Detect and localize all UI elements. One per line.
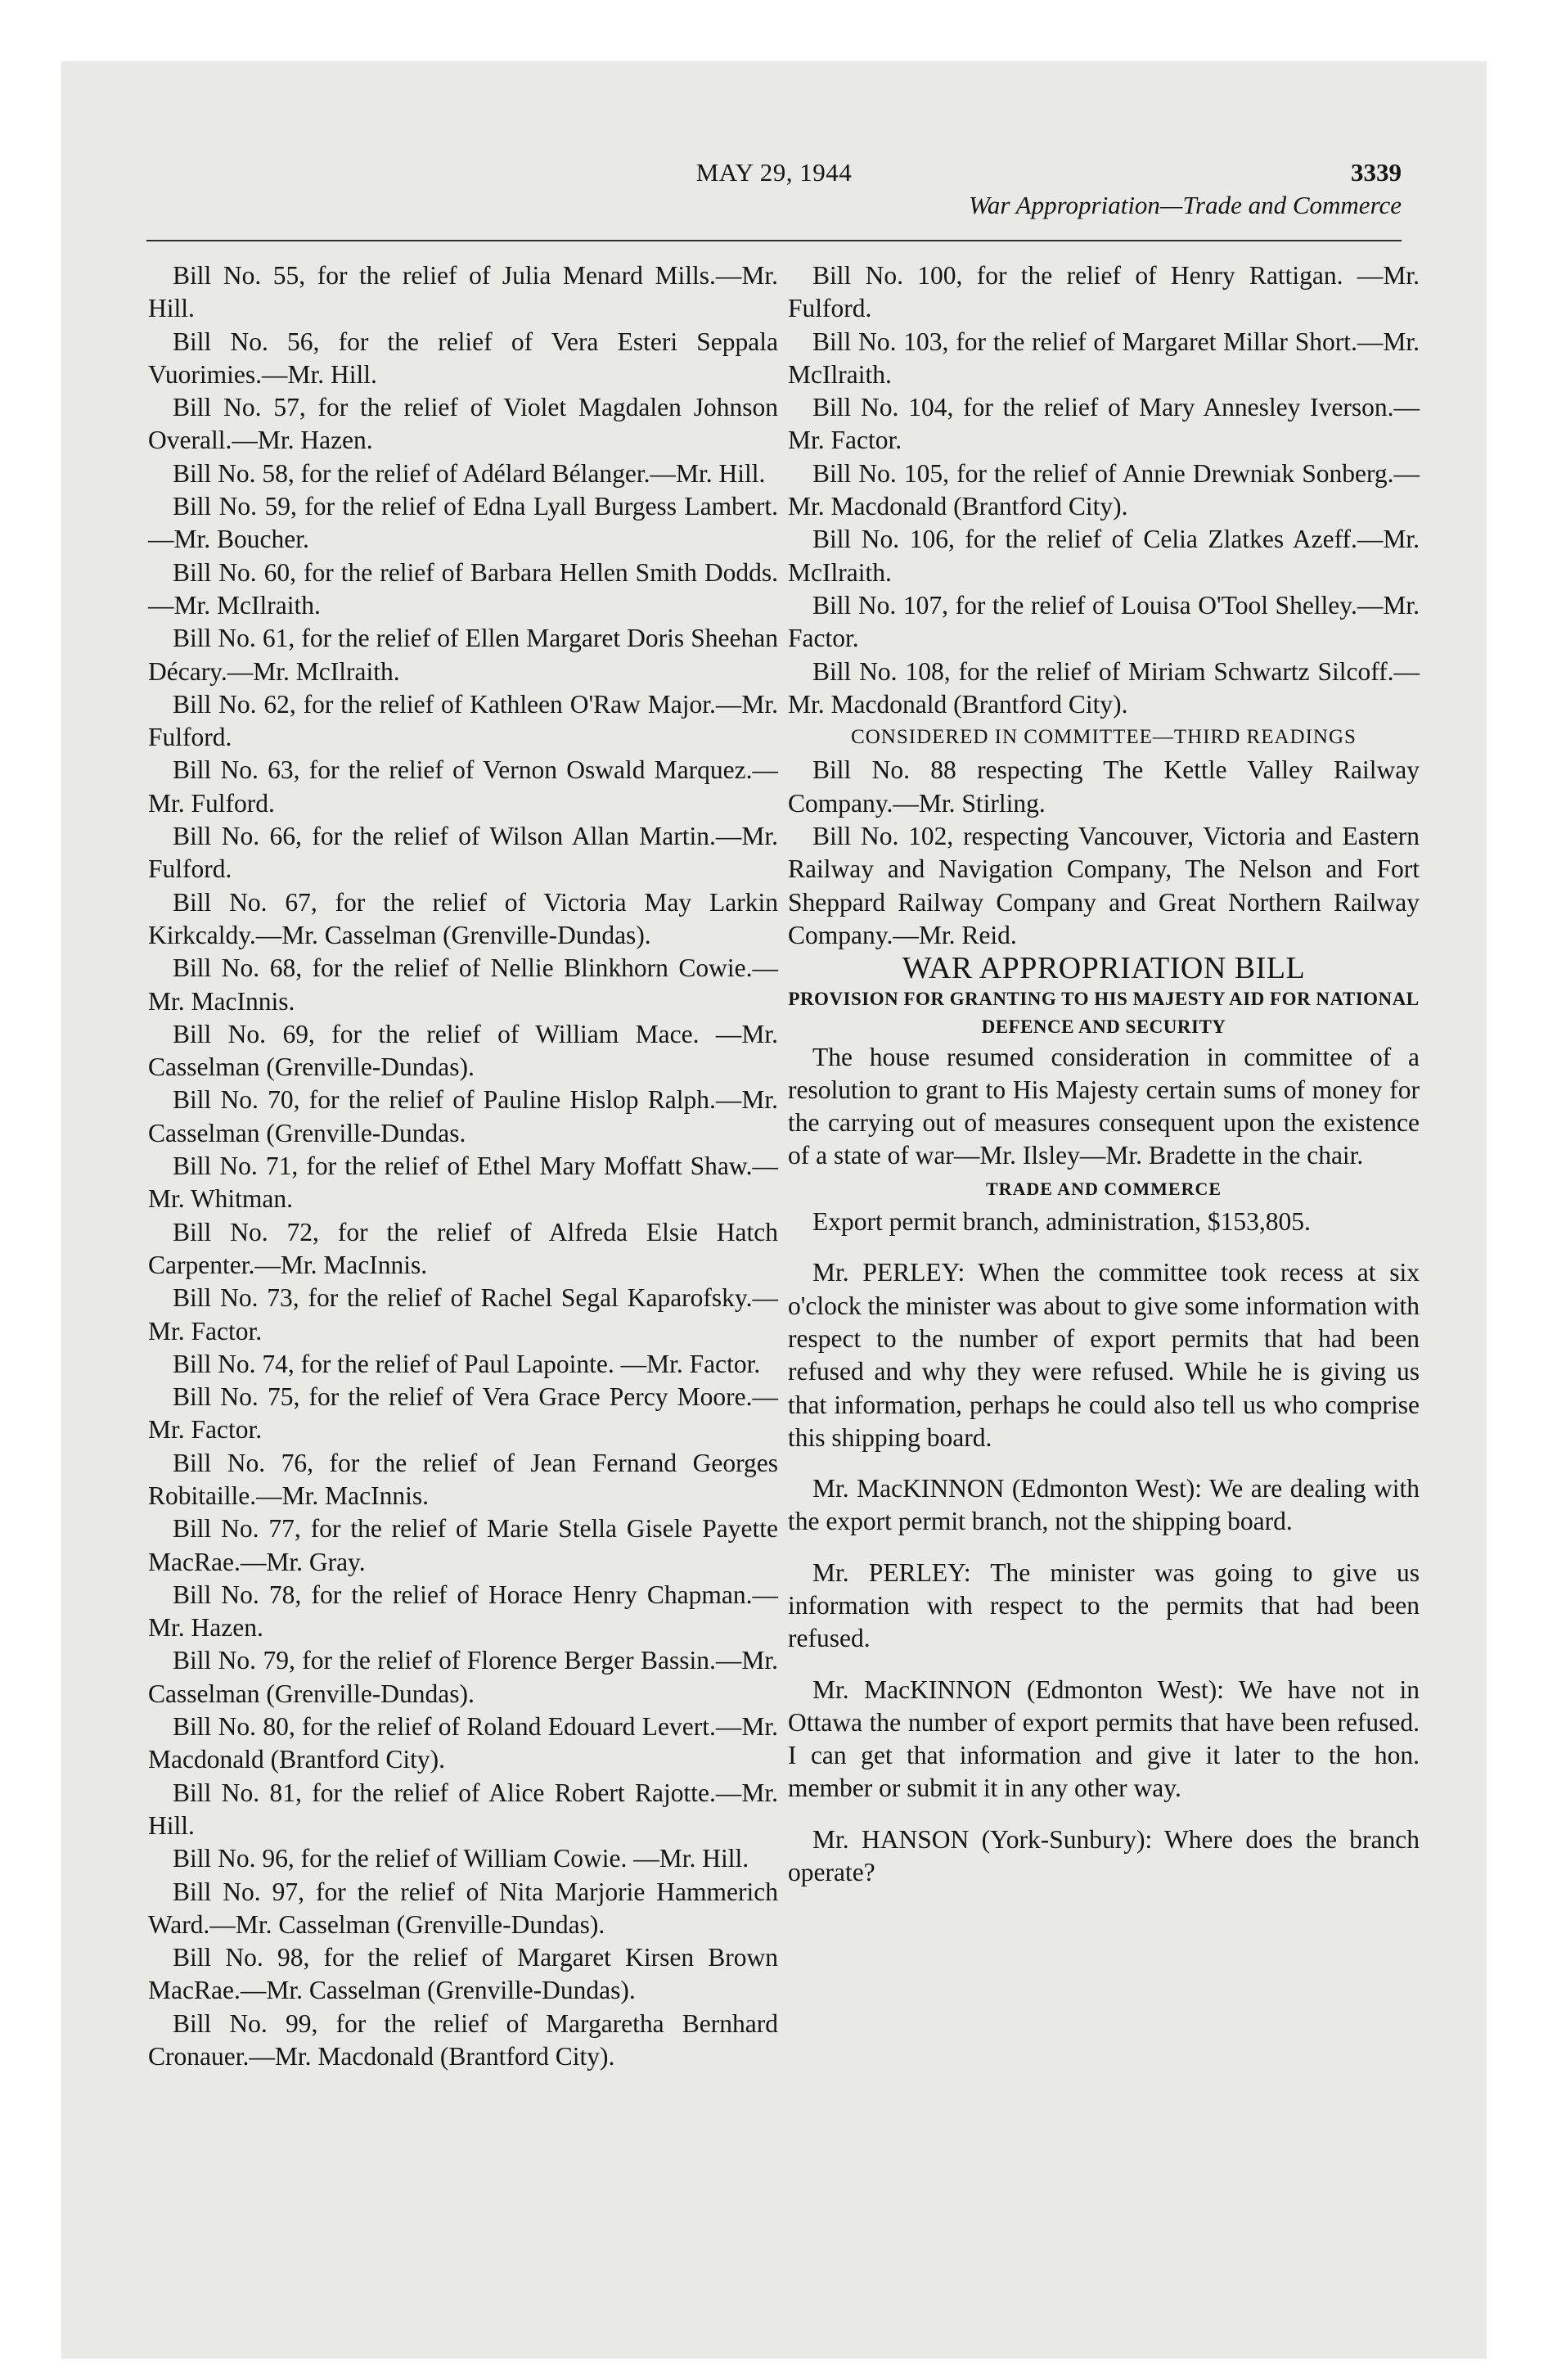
bill-entry: Bill No. 100, for the relief of Henry Rattigan. —Mr. Fulford. [788,261,1420,323]
bill-entry: Bill No. 78, for the relief of Horace Henry Chapman.—Mr. Hazen. [148,1580,778,1643]
debate-paragraph: Mr. MacKINNON (Edmonton West): We are dealing with the export permit branch, not the shipping board. [788,1474,1420,1536]
right-column [788,259,1420,1889]
bill-entry: Bill No. 67, for the relief of Victoria May Larkin Kirkcaldy.—Mr. Casselman (Grenville-Dundas). [148,887,778,949]
export-item: Export permit branch, administration, $153,805. [812,1207,1311,1237]
bill-entry: Bill No. 80, for the relief of Roland Edouard Levert.—Mr. Macdonald (Brantford City). [148,1712,778,1774]
header-date: MAY 29, 1944 [695,158,853,187]
header-subtitle: War Appropriation—Trade and Commerce [968,191,1402,219]
bill-entry: Bill No. 98, for the relief of Margaret Kirsen Brown MacRae.—Mr. Casselman (Grenville-Dundas). [148,1943,778,2005]
bill-entry: Bill No. 56, for the relief of Vera Esteri Seppala Vuorimies.—Mr. Hill. [148,327,778,389]
debate-paragraph: Mr. MacKINNON (Edmonton West): We have not in Ottawa the number of export permits that have been refused. I can get that information and give it later to the hon. member or submit it in any other way. [788,1675,1420,1803]
header-rule [146,240,1402,241]
running-head [61,158,1487,223]
bill-entry: Bill No. 57, for the relief of Violet Magdalen Johnson Overall.—Mr. Hazen. [148,393,778,455]
bill-entry: Bill No. 79, for the relief of Florence Berger Bassin.—Mr. Casselman (Grenville-Dundas). [148,1646,778,1708]
bill-entry: Bill No. 103, for the relief of Margaret Millar Short.—Mr. McIlraith. [788,327,1420,389]
bill-entry: Bill No. 74, for the relief of Paul Lapointe. —Mr. Factor. [173,1349,761,1378]
bill-entry: Bill No. 70, for the relief of Pauline Hislop Ralph.—Mr. Casselman (Grenville-Dundas. [148,1085,778,1147]
debate-paragraph: Mr. PERLEY: The minister was going to give us information with respect to the permits that had been refused. [788,1557,1420,1653]
trade-heading: TRADE AND COMMERCE [985,1178,1222,1199]
document-page [61,61,1487,2359]
bill-entry: Bill No. 76, for the relief of Jean Fernand Georges Robitaille.—Mr. MacInnis. [148,1448,778,1510]
bill-entry: Bill No. 73, for the relief of Rachel Segal Kaparofsky.—Mr. Factor. [148,1283,778,1346]
intro-paragraph: The house resumed consideration in committee of a resolution to grant to His Majesty certain sums of money for the carrying out of measures consequent upon the existence of a state of war—Mr. Ilsley—Mr. Bradette in the chair. [788,1042,1420,1170]
bill-entry: Bill No. 62, for the relief of Kathleen O'Raw Major.—Mr. Fulford. [148,689,778,752]
bill-entry: Bill No. 104, for the relief of Mary Annesley Iverson.—Mr. Factor. [788,393,1420,455]
bill-entry: Bill No. 75, for the relief of Vera Grace Percy Moore.—Mr. Factor. [148,1382,778,1445]
bill-entry: Bill No. 68, for the relief of Nellie Blinkhorn Cowie.—Mr. MacInnis. [148,953,778,1016]
bill-entry: Bill No. 69, for the relief of William Mace. —Mr. Casselman (Grenville-Dundas). [148,1019,778,1082]
bill-entry: Bill No. 60, for the relief of Barbara Hellen Smith Dodds.—Mr. McIlraith. [148,557,778,620]
page-number: 3339 [1351,158,1402,187]
bill-entry: Bill No. 106, for the relief of Celia Zlatkes Azeff.—Mr. McIlraith. [788,525,1420,587]
bill-entry: Bill No. 77, for the relief of Marie Stella Gisele Payette MacRae.—Mr. Gray. [148,1514,778,1576]
bill-entry: Bill No. 96, for the relief of William Cowie. —Mr. Hill. [173,1844,749,1873]
bill-entry: Bill No. 61, for the relief of Ellen Margaret Doris Sheehan Décary.—Mr. McIlraith. [148,624,778,686]
bill-subheading: PROVISION FOR GRANTING TO HIS MAJESTY AID FOR NATIONAL DEFENCE AND SECURITY [788,988,1420,1037]
bill-entry: Bill No. 107, for the relief of Louisa O'Tool Shelley.—Mr. Factor. [788,590,1420,653]
left-column [148,259,778,2073]
bill-entry: Bill No. 66, for the relief of Wilson Allan Martin.—Mr. Fulford. [148,822,778,884]
bill-entry: Bill No. 81, for the relief of Alice Robert Rajotte.—Mr. Hill. [148,1778,778,1840]
third-reading-entry: Bill No. 88 respecting The Kettle Valley Railway Company.—Mr. Stirling. [788,755,1420,818]
third-readings-heading: CONSIDERED IN COMMITTEE—THIRD READINGS [851,726,1357,749]
bill-entry: Bill No. 55, for the relief of Julia Menard Mills.—Mr. Hill. [148,261,778,323]
bill-entry: Bill No. 63, for the relief of Vernon Oswald Marquez.—Mr. Fulford. [148,755,778,818]
bill-entry: Bill No. 72, for the relief of Alfreda Elsie Hatch Carpenter.—Mr. MacInnis. [148,1217,778,1279]
bill-entry: Bill No. 105, for the relief of Annie Drewniak Sonberg.—Mr. Macdonald (Brantford City). [788,458,1420,521]
bill-entry: Bill No. 59, for the relief of Edna Lyall Burgess Lambert.—Mr. Boucher. [148,492,778,554]
bill-entry: Bill No. 108, for the relief of Miriam Schwartz Silcoff.—Mr. Macdonald (Brantford City). [788,656,1420,719]
bill-heading: WAR APPROPRIATION BILL [902,951,1306,986]
third-reading-entry: Bill No. 102, respecting Vancouver, Victoria and Eastern Railway and Navigation Company, The Nelson and Fort Sheppard Railway Company and Great Northern Railway Company.—Mr. Reid. [788,822,1420,949]
bill-entry: Bill No. 58, for the relief of Adélard Bélanger.—Mr. Hill. [173,458,766,488]
bill-entry: Bill No. 71, for the relief of Ethel Mary Moffatt Shaw.—Mr. Whitman. [148,1152,778,1214]
debate-paragraph: Mr. PERLEY: When the committee took recess at six o'clock the minister was about to give some information with respect to the number of export permits that had been refused and why they were refused. While he is giving us that information, perhaps he could also tell us who comprise this shipping board. [788,1258,1420,1452]
debate-paragraph: Mr. HANSON (York-Sunbury): Where does the branch operate? [788,1824,1420,1887]
bill-entry: Bill No. 97, for the relief of Nita Marjorie Hammerich Ward.—Mr. Casselman (Grenville-Dundas). [148,1877,778,1939]
bill-entry: Bill No. 99, for the relief of Margaretha Bernhard Cronauer.—Mr. Macdonald (Brantford City). [148,2008,778,2071]
